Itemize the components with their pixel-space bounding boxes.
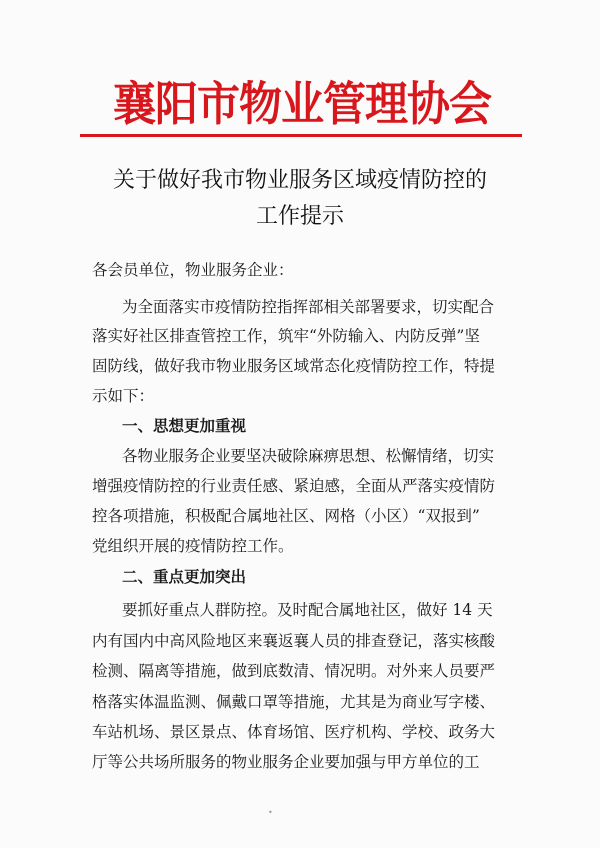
section-2-heading: 二、重点更加突出: [122, 568, 247, 586]
salutation: 各会员单位，物业服务企业：: [92, 261, 294, 279]
letterhead-org-name: 襄阳市物业管理协会: [113, 78, 491, 132]
section-2-line-4: 格落实体温监测、佩戴口罩等措施，尤其是为商业写字楼、: [92, 693, 496, 711]
intro-line-4: 示如下：: [92, 387, 155, 405]
section-2-line-6: 厅等公共场所服务的物业服务企业要加强与甲方单位的工: [92, 753, 480, 771]
section-1-line-3: 控各项措施，积极配合属地社区、网格（小区）“双报到”: [92, 507, 480, 525]
section-2-line-3: 检测、隔离等措施，做到底数清、情况明。对外来人员要严: [92, 662, 496, 680]
section-2-line-1: 要抓好重点人群防控。及时配合属地社区，做好 14 天: [122, 601, 493, 619]
section-1-line-4: 党组织开展的疫情防控工作。: [92, 537, 294, 555]
page-footer-mark: •: [268, 808, 273, 817]
document-title-line-2: 工作提示: [255, 204, 344, 229]
section-1-line-1: 各物业服务企业要坚决破除麻痹思想、松懈情绪，切实: [122, 447, 495, 465]
section-1-heading: 一、思想更加重视: [122, 417, 247, 435]
section-2-line-2: 内有国内中高风险地区来襄返襄人员的排查登记，落实核酸: [92, 632, 496, 650]
section-2-line-5: 车站机场、景区景点、体育场馆、医疗机构、学校、政务大: [92, 723, 496, 741]
section-1-line-2: 增强疫情防控的行业责任感、紧迫感，全面从严落实疫情防: [92, 477, 496, 495]
document-title-line-1: 关于做好我市物业服务区域疫情防控的: [112, 168, 487, 193]
intro-line-3: 固防线，做好我市物业服务区域常态化疫情防控工作，特提: [92, 357, 496, 375]
intro-line-2: 落实好社区排查管控工作，筑牢“外防输入、内防反弹”坚: [92, 327, 480, 345]
intro-line-1: 为全面落实市疫情防控指挥部相关部署要求，切实配合: [122, 298, 495, 316]
